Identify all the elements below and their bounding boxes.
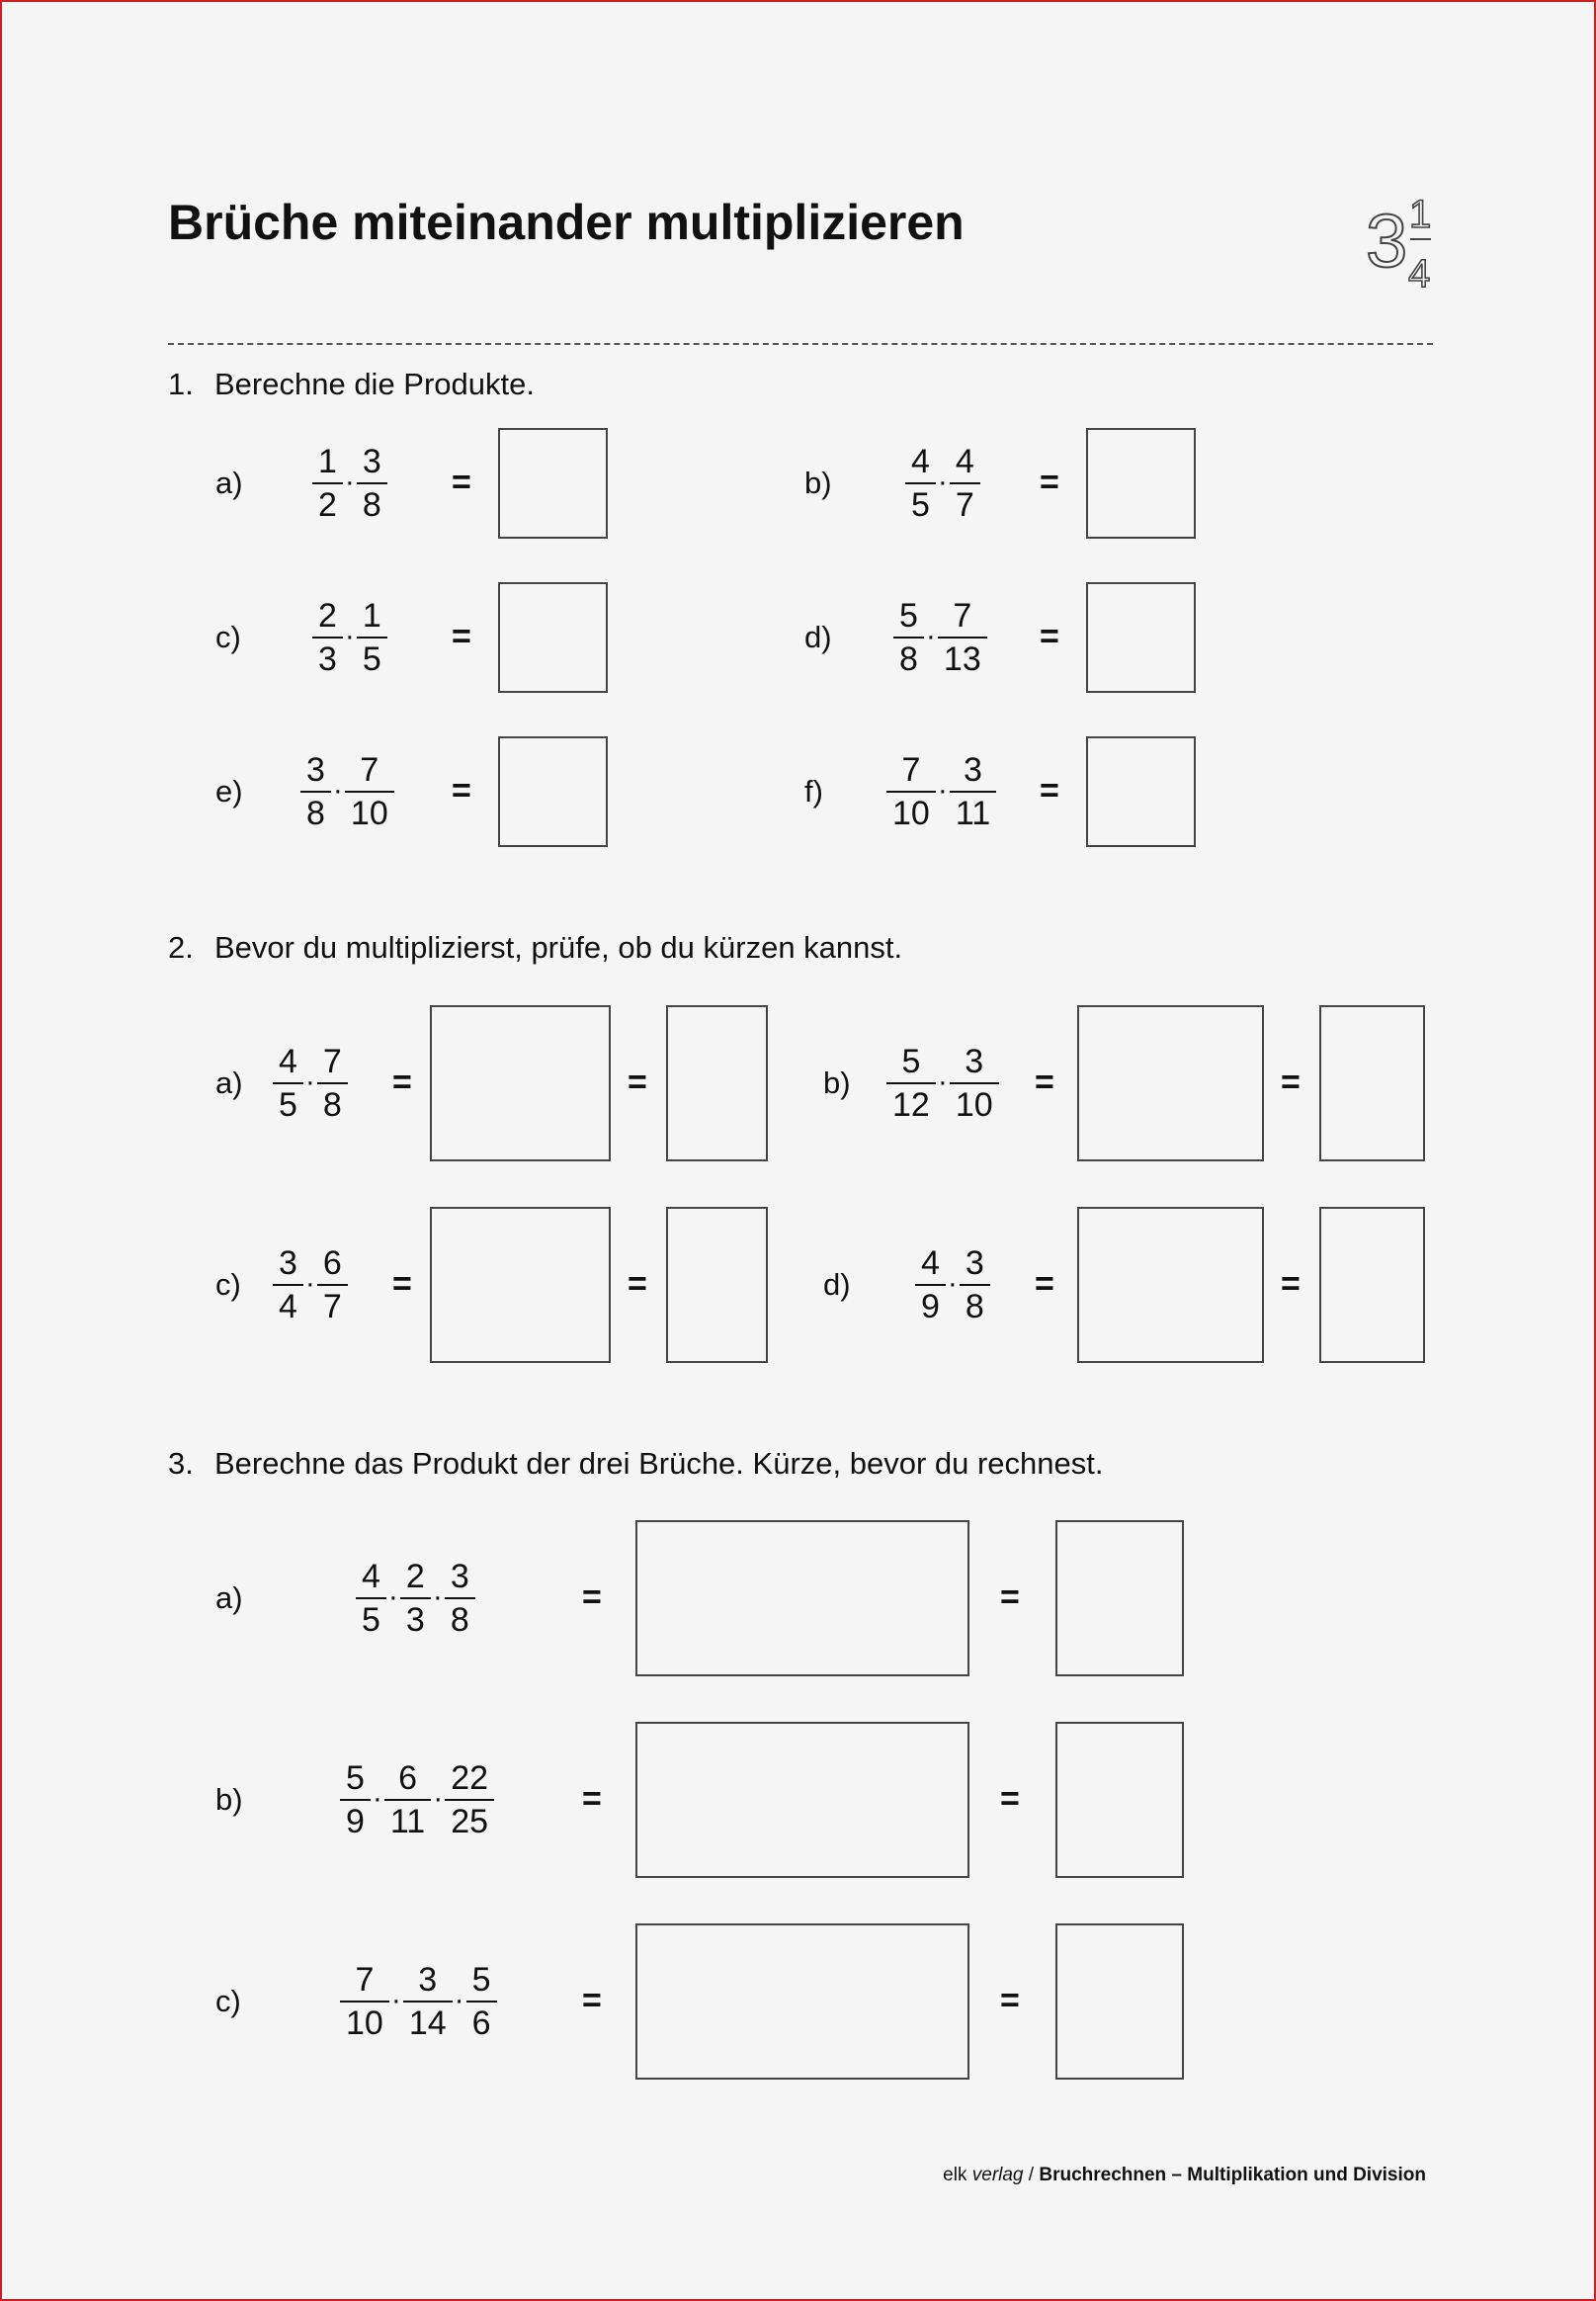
equals-sign: = [1000,1780,1020,1818]
footer-book-title: Bruchrechnen – Multiplikation und Division [1039,2165,1426,2185]
multiplication-dot: · [947,1267,958,1300]
fraction-product [354,1549,477,1648]
page-title: Brüche miteinander multiplizieren [168,195,965,250]
fraction [886,1041,936,1126]
equals-sign: = [582,1982,602,2019]
equals-sign: = [1040,772,1059,810]
equals-sign: = [1035,1064,1054,1101]
multiplication-dot: · [304,1065,315,1098]
fraction-numerator: 4 [279,1043,297,1080]
equals-sign: = [1000,1578,1020,1616]
equals-sign: = [628,1265,647,1303]
fraction-denominator: 8 [300,791,331,834]
equals-sign: = [582,1780,602,1818]
fraction-numerator: 3 [362,443,381,480]
equals-sign: = [452,464,471,501]
fraction-product [271,1034,350,1133]
working-box[interactable] [1077,1207,1264,1363]
fraction-denominator: 11 [384,1799,431,1842]
fraction-numerator: 3 [279,1244,297,1282]
fraction-denominator: 9 [915,1284,946,1327]
fraction-denominator: 10 [340,2001,389,2044]
fraction-product [298,742,396,841]
fraction-denominator: 7 [950,482,980,526]
equals-sign: = [392,1265,412,1303]
fraction-product [310,588,389,687]
multiplication-dot: · [390,1984,401,2016]
fraction [905,441,936,526]
fraction-product [338,1952,499,2051]
answer-box[interactable] [498,428,608,539]
fraction-numerator: 7 [355,1961,375,1999]
fraction-numerator: 3 [965,1043,984,1080]
fraction-numerator: 5 [471,1961,491,1999]
fraction-numerator: 5 [901,1043,921,1080]
multiplication-dot: · [387,1580,398,1613]
fraction-numerator: 3 [965,1244,984,1282]
fraction-denominator: 4 [273,1284,303,1327]
fraction-product [310,434,389,533]
item-label: a) [215,1065,243,1100]
fraction [340,1757,371,1842]
working-box[interactable] [1077,1005,1264,1161]
item-label: c) [215,620,241,654]
result-box[interactable] [1055,1923,1184,2080]
fraction-numerator: 22 [451,1759,489,1797]
fraction [273,1041,303,1126]
fraction-denominator: 6 [466,2001,497,2044]
equals-sign: = [392,1064,412,1101]
fraction-denominator: 13 [938,637,987,680]
result-box[interactable] [666,1207,768,1363]
multiplication-dot: · [432,1580,443,1613]
fraction-product [884,1034,1001,1133]
fraction-denominator: 8 [445,1597,475,1641]
equals-sign: = [452,618,471,655]
footer-publisher-suffix: verlag [971,2165,1024,2185]
fraction-numerator: 3 [450,1558,469,1595]
equals-sign: = [1281,1064,1301,1101]
fraction-product [891,588,989,687]
multiplication-dot: · [937,1065,948,1098]
fraction-numerator: 5 [346,1759,365,1797]
fraction-product [913,1236,992,1334]
fraction-denominator: 10 [886,791,936,834]
equals-sign: = [1040,464,1059,501]
multiplication-dot: · [304,1267,315,1300]
fraction-numerator: 6 [322,1244,342,1282]
fraction-denominator: 8 [357,482,387,526]
item-label: a) [215,1580,243,1615]
fraction-numerator: 3 [306,751,325,789]
fraction-denominator: 8 [960,1284,990,1327]
result-box[interactable] [1055,1722,1184,1878]
item-label: c) [215,1267,241,1302]
answer-box[interactable] [498,736,608,847]
footer-credit [943,2165,1426,2186]
fraction [312,595,343,680]
task-heading-1 [168,365,535,404]
item-label: e) [215,774,243,809]
fraction-denominator: 2 [312,482,343,526]
fraction [345,749,394,834]
fraction [960,1242,990,1327]
answer-box[interactable] [1086,582,1196,693]
fraction-denominator: 7 [317,1284,348,1327]
fraction [357,441,387,526]
fraction-numerator: 3 [418,1961,438,1999]
task-number: 2. [168,930,194,965]
footer-separator: / [1028,2165,1035,2185]
task-instruction: Bevor du multiplizierst, prüfe, ob du kürzen kannst. [214,930,903,965]
fraction-numerator: 4 [955,443,974,480]
logo-denominator: 4 [1408,252,1431,296]
fraction-numerator: 7 [901,751,921,789]
fraction [356,1556,386,1641]
fraction-numerator: 4 [911,443,930,480]
fraction [273,1242,303,1327]
fraction [400,1556,431,1641]
fraction-denominator: 5 [357,637,387,680]
fraction-denominator: 11 [950,791,996,834]
fraction [300,749,331,834]
fraction-product [338,1750,496,1849]
fraction [445,1556,475,1641]
fraction-numerator: 6 [398,1759,418,1797]
item-label: b) [823,1065,851,1100]
fraction-denominator: 9 [340,1799,371,1842]
fraction [938,595,987,680]
multiplication-dot: · [372,1782,382,1815]
fraction-numerator: 1 [318,443,337,480]
answer-box[interactable] [498,582,608,693]
answer-box[interactable] [1086,736,1196,847]
mixed-number-3-1-4-icon [1364,186,1443,297]
working-box[interactable] [430,1005,611,1161]
fraction-denominator: 14 [403,2001,453,2044]
result-box[interactable] [666,1005,768,1161]
task-instruction: Berechne das Produkt der drei Brüche. Kürze, bevor du rechnest. [214,1446,1104,1481]
item-label: b) [215,1782,243,1817]
fraction-denominator: 3 [400,1597,431,1641]
fraction-denominator: 12 [886,1082,936,1126]
working-box[interactable] [635,1923,969,2080]
multiplication-dot: · [344,620,355,652]
fraction [893,595,924,680]
fraction-numerator: 2 [318,597,337,635]
multiplication-dot: · [454,1984,464,2016]
fraction-denominator: 25 [445,1799,494,1842]
item-label: d) [804,620,832,654]
fraction [886,749,936,834]
fraction [950,441,980,526]
equals-sign: = [1000,1982,1020,2019]
fraction-numerator: 7 [322,1043,342,1080]
fraction-denominator: 8 [317,1082,348,1126]
fraction [445,1757,494,1842]
multiplication-dot: · [344,466,355,498]
fraction [950,1041,999,1126]
logo-whole: 3 [1366,200,1408,284]
working-box[interactable] [635,1722,969,1878]
fraction-denominator: 5 [356,1597,386,1641]
fraction-denominator: 5 [905,482,936,526]
result-box[interactable] [1319,1207,1425,1363]
fraction [403,1959,453,2044]
fraction [466,1959,497,2044]
fraction-denominator: 3 [312,637,343,680]
task-number: 3. [168,1446,194,1481]
equals-sign: = [628,1064,647,1101]
fraction-denominator: 8 [893,637,924,680]
fraction-denominator: 10 [345,791,394,834]
multiplication-dot: · [433,1782,444,1815]
fraction [915,1242,946,1327]
fraction [950,749,996,834]
equals-sign: = [1281,1265,1301,1303]
fraction-numerator: 7 [360,751,379,789]
working-box[interactable] [430,1207,611,1363]
fraction-product [271,1236,350,1334]
fraction [317,1041,348,1126]
task-number: 1. [168,367,194,401]
task-instruction: Berechne die Produkte. [214,367,535,401]
fraction-numerator: 5 [899,597,918,635]
result-box[interactable] [1319,1005,1425,1161]
fraction-denominator: 10 [950,1082,999,1126]
equals-sign: = [582,1578,602,1616]
fraction-numerator: 4 [921,1244,940,1282]
result-box[interactable] [1055,1520,1184,1676]
fraction-numerator: 4 [362,1558,380,1595]
task-heading-2 [168,928,902,968]
fraction [340,1959,389,2044]
fraction [312,441,343,526]
fraction-numerator: 2 [405,1558,425,1595]
equals-sign: = [1035,1265,1054,1303]
fraction [384,1757,431,1842]
fraction-product [903,434,982,533]
logo-numerator: 1 [1409,193,1432,236]
footer-publisher: elk [943,2165,967,2185]
fraction [317,1242,348,1327]
equals-sign: = [452,772,471,810]
fraction-denominator: 5 [273,1082,303,1126]
task-heading-3 [168,1444,1104,1484]
item-label: a) [215,466,243,500]
fraction-product [884,742,998,841]
fraction-numerator: 1 [362,597,381,635]
fraction-numerator: 3 [964,751,982,789]
item-label: c) [215,1984,241,2018]
multiplication-dot: · [937,774,948,807]
fraction-numerator: 7 [953,597,972,635]
item-label: f) [804,774,823,809]
multiplication-dot: · [925,620,936,652]
answer-box[interactable] [1086,428,1196,539]
equals-sign: = [1040,618,1059,655]
multiplication-dot: · [332,774,343,807]
fraction [357,595,387,680]
multiplication-dot: · [937,466,948,498]
dashed-divider [168,343,1433,345]
item-label: b) [804,466,832,500]
item-label: d) [823,1267,851,1302]
working-box[interactable] [635,1520,969,1676]
